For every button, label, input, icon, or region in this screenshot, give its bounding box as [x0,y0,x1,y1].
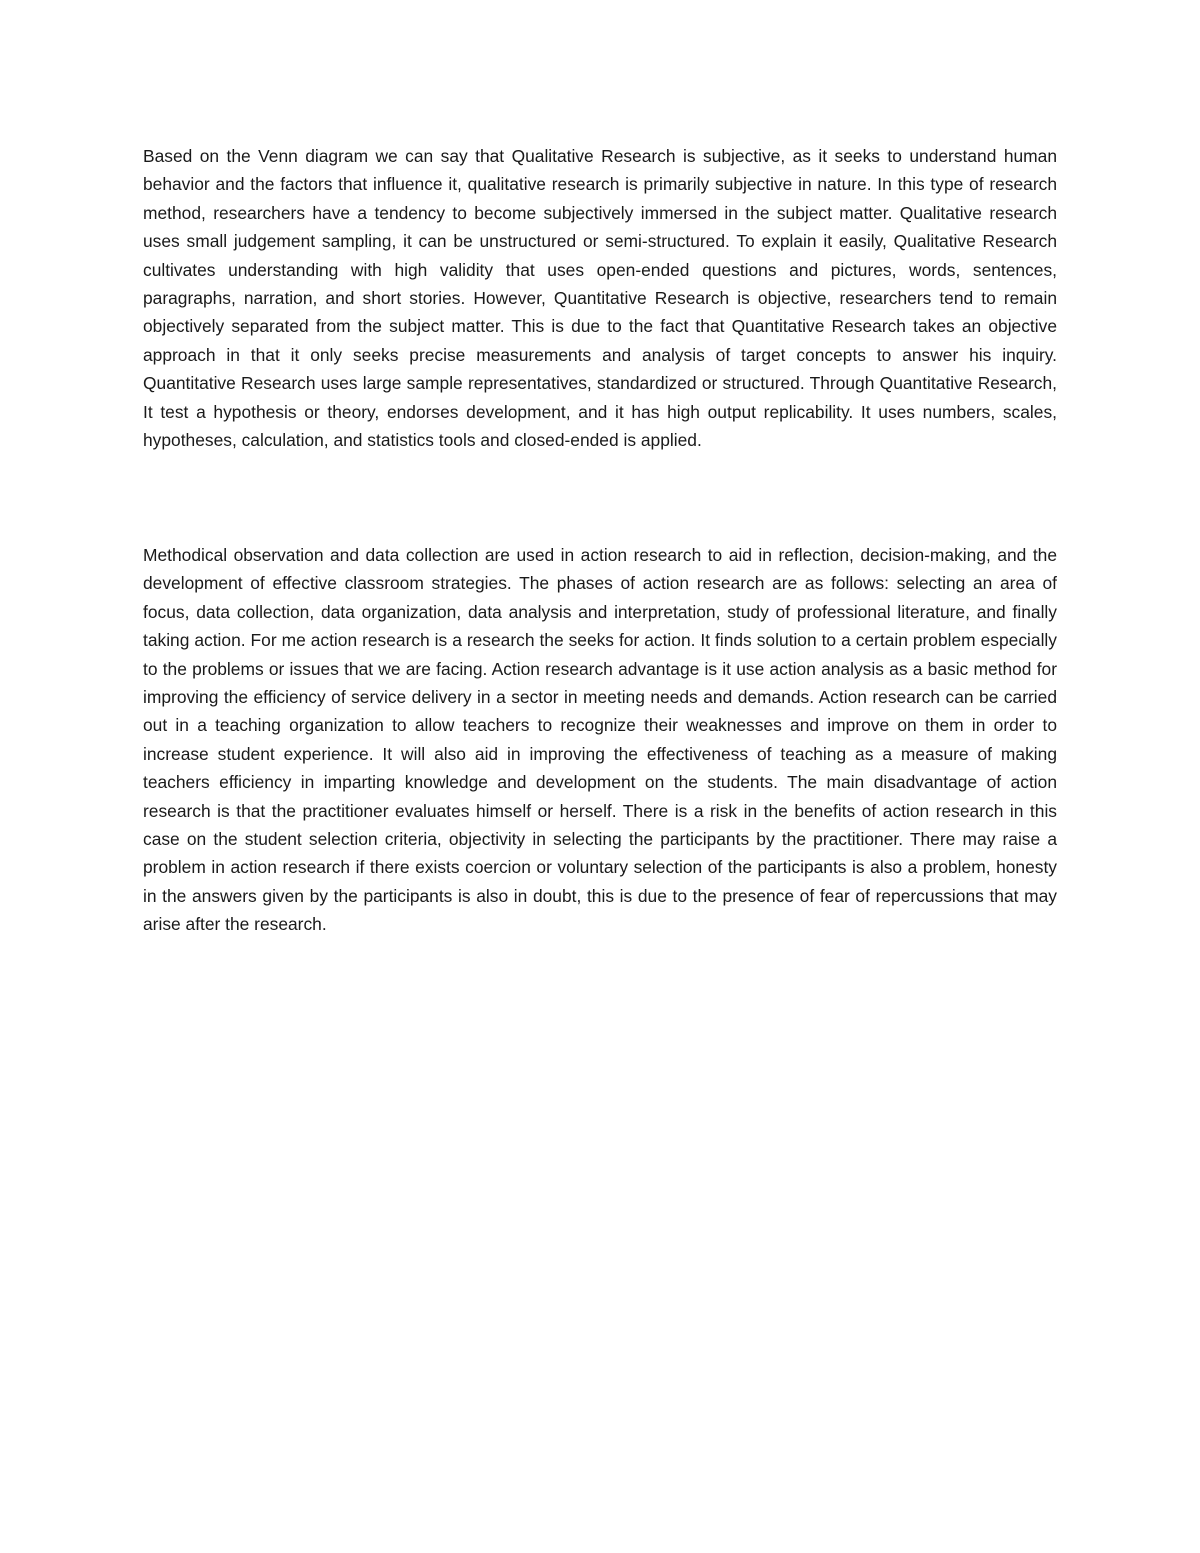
paragraph-action-research: Methodical observation and data collection are used in action research to aid in reflection, decision-making, and the development of effective classroom strategies. The phases of action research are as follows: selecting an area of focus, data collection, data organization, data analysis and interpretation, study of professional literature, and finally taking action. For me action research is a research the seeks for action. It finds solution to a certain problem especially to the problems or issues that we are facing. Action research advantage is it use action analysis as a basic method for improving the efficiency of service delivery in a sector in meeting needs and demands. Action research can be carried out in a teaching organization to allow teachers to recognize their weaknesses and improve on them in order to increase student experience. It will also aid in improving the effectiveness of teaching as a measure of making teachers efficiency in imparting knowledge and development on the students. The main disadvantage of action research is that the practitioner evaluates himself or herself. There is a risk in the benefits of action research in this case on the student selection criteria, objectivity in selecting the participants by the practitioner. There may raise a problem in action research if there exists coercion or voluntary selection of the participants is also a problem, honesty in the answers given by the participants is also in doubt, this is due to the presence of fear of repercussions that may arise after the research. [143,545,1057,935]
paragraph-qualitative-quantitative: Based on the Venn diagram we can say that Qualitative Research is subjective, as it seeks to understand human behavior and the factors that influence it, qualitative research is primarily subjective in nature. In this type of research method, researchers have a tendency to become subjectively immersed in the subject matter. Qualitative research uses small judgement sampling, it can be unstructured or semi-structured. To explain it easily, Qualitative Research cultivates understanding with high validity that uses open-ended questions and pictures, words, sentences, paragraphs, narration, and short stories. However, Quantitative Research is objective, researchers tend to remain objectively separated from the subject matter. This is due to the fact that Quantitative Research takes an objective approach in that it only seeks precise measurements and analysis of target concepts to answer his inquiry. Quantitative Research uses large sample representatives, standardized or structured. Through Quantitative Research, It test a hypothesis or theory, endorses development, and it has high output replicability. It uses numbers, scales, hypotheses, calculation, and statistics tools and closed-ended is applied. [143,146,1057,451]
